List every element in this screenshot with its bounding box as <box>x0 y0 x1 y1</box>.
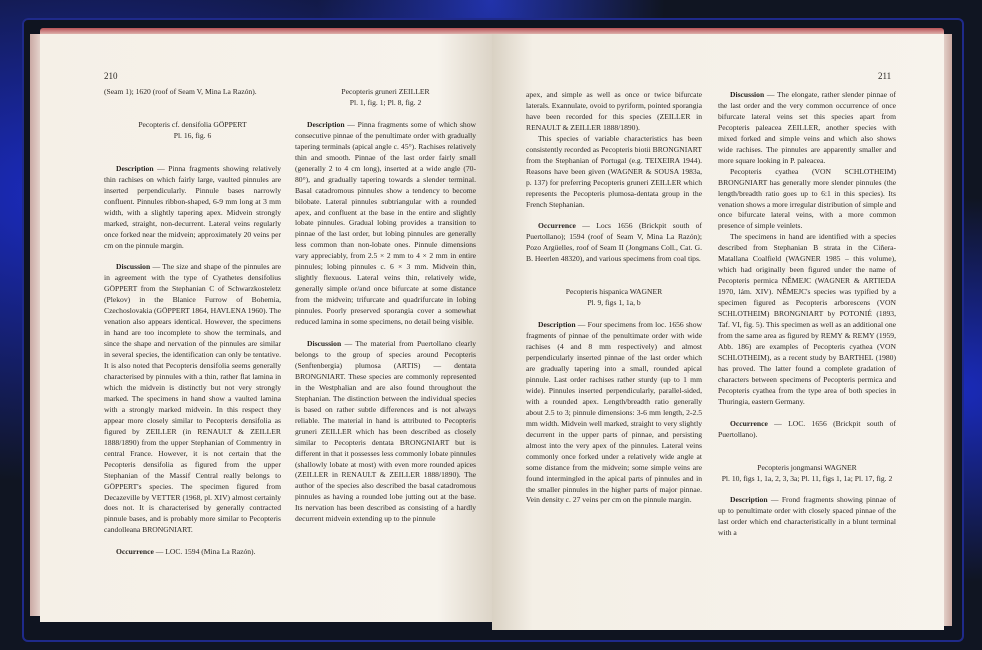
description-paragraph: Description — Frond fragments showing pinnae of up to penultimate order with closely spaced pinnae of the last order which end characteristically in a blunt terminal with a <box>718 495 896 538</box>
occurrence-paragraph: Occurrence — LOC. 1656 (Brickpit south of Puertollano). <box>718 418 896 439</box>
species-heading: Pecopteris cf. densifolia GÖPPERT <box>138 119 247 129</box>
plate-reference: Pl. 10, figs 1, 1a, 2, 3, 3a; Pl. 11, figs 1, 1a; Pl. 17, fig. 2 <box>721 473 893 483</box>
species-heading: Pecopteris hispanica WAGNER <box>565 287 663 297</box>
description-paragraph: Description — Four specimens from loc. 1656 show fragments of pinnae of the penultimate order with wide rachises (4 and 8 mm respectively) and almost perpendicularly inserted pinnae of the last order which are gradually tapering into a small, rounded apical pinnule. Last order rachises rather sturdy (up to 1 mm wide). Pinnules inserted perpendicularly, parallel-sided, with a rounded apex. Length/breadth ratio generally about 2.5 to 3; pinnule dimensions: 3-6 mm length, 2-2.5 mm width. Midvein well marked, straight to very slightly decurrent in the upper parts of pinnae, and persisting almost into the very apex of the pinnules. Lateral veins commonly once forked under a relatively wide angle at some distance from the midvein; some simple veins are found intermingled in the apical parts of pinnules and in the smaller pinnules in the higher parts of major pinnae. Vein density c. 27 veins per cm on the pinnule margin. <box>526 320 702 505</box>
plate-reference: Pl. 1, fig. 1; Pl. 8, fig. 2 <box>349 97 422 107</box>
right-page <box>492 34 944 630</box>
paragraph: The specimens in hand are identified with a species described from Stephanian B strata in the Ciñera-Matallana Coalfield (WAGNER 1985 – this volume), which had originally been figured under the name of Pecopteris permica NĚMEJC (WAGNER & ARTIEDA 1970, lám. XIV). NĚMEJC's species was typified by a specimen figured as Pecopteris arborescens (VON SCHLOTHEIM) BRONGNIART by POTONIÉ (1893, Taf. VI, fig. 5). This specimen as well as an additional one from the same area as figured by REMY & REMY (1959, Abb. 186) are examples of Pecopteris cyathea (VON SCHLOTHEIM), as a recent study by BARTHEL (1980) has proved. The latter found a complete gradation of characters between specimens of Pecopteris permica and Pecopteris cyathea from the type area of both species in Thuringia, eastern Germany. <box>718 232 896 406</box>
right-column-2 <box>718 90 896 539</box>
page-number: 211 <box>878 71 892 81</box>
paragraph: apex, and simple as well as once or twice bifurcate laterals. Exannulate, ovoid to pyriform, pointed sporangia have been recorded for this species (ZEILLER in RENAULT & ZEILLER 1888/1890). <box>526 90 702 132</box>
plate-reference: Pl. 16, fig. 6 <box>173 130 212 140</box>
left-column-1 <box>104 87 281 558</box>
right-column-1 <box>526 90 702 506</box>
page-number: 210 <box>104 71 118 81</box>
plate-reference: Pl. 9, figs 1, 1a, b <box>587 298 641 308</box>
discussion-paragraph: Discussion — The size and shape of the pinnules are in agreement with the type of Cyathetes densifolius GÖPPERT from the Stephanian C of Schwarzkosteletz (Plekov) in the Blanice Furrow of Bohemia, Czechoslovakia (GÖPPERT 1864, HAVLENA 1960). The venation also appears identical. However, the specimens in hand are too incomplete to show the terminals, and since the shape and nervation of the pinnules are similar in several species, the identification can only be tentative. It is also noted that Pecopteris densifolia seems generally characterised by pinnules with a thin, rather flat lamina in which the midvein is distinctly but not very strongly marked. The specimens in hand show a vaulted lamina with a strongly marked midvein. In this respect they appear more closely similar to Pecopteris densifolia as figured by ZEILLER (in RENAULT & ZEILLER 1888/1890) from the upper Stephanian of Commentry in central France. However, it is not certain that the Pecopteris densifolia as figured from the upper Stephanian of the Massif Central really belongs to GÖPPERT's species. The specimen figured from Decazeville by VETTER (1968, pl. XIV) almost certainly does not. It is characterised by generally contracted pinnule bases, and is probably more similar to Pecopteris candolleana BRONGNIART. <box>104 262 281 535</box>
occurrence-paragraph: Occurrence — LOC. 1594 (Mina La Razón). <box>116 547 256 557</box>
paragraph: Pecopteris cyathea (VON SCHLOTHEIM) BRONGNIART has generally more slender pinnules (the length/breadth ratio goes up to 6:1 in this species). Its venation shows a more irregular distribution of simple and once bifurcate lateral veins, with a more common presence of simple veinlets. <box>718 166 896 231</box>
left-column-2 <box>295 87 476 525</box>
species-heading: Pecopteris jongmansi WAGNER <box>757 462 857 472</box>
paragraph: (Seam 1); 1620 (roof of Seam V, Mina La Razón). <box>104 87 257 96</box>
description-paragraph: Description — Pinna fragments some of which show consecutive pinnae of the penultimate order with gradually tapering terminals (apical angle c. 45°). Rachises relatively thin and smooth. Pinnae of the last order fairly small (generally 2 to 4 cm long), inserted at a wide angle (70-80°), and gradually tapering towards a slender terminal. Basal catadromous pinnules show a tendency to become bilobate. Lateral pinnules subtriangular with a rounded apex, and confluent at the base in the entire and slightly lobate pinnules. Gradual lobing provides a transition to pinnae of the last order, but lobing pinnules are generally less common than non-lobate ones. Pinnule dimensions vary appreciably, from 2.5 × 2 mm to 4 × 2 mm in entire pinnules; lobing pinnules c. 6 × 3 mm. Midvein thin, slightly flexuous. Lateral veins thin, relatively wide, generally simple or/and once bifurcate at some distance from the midvein; trifurcate and quadrifurcate in lobing pinnules. Poorly preserved sporangia cover a somewhat reduced lamina in some specimens, no detail being visible. <box>295 119 476 327</box>
left-page <box>40 34 492 622</box>
discussion-paragraph: Discussion — The material from Puertollano clearly belongs to the group of species around Pecopteris (Senftenbergia) plumosa (ARTIS) — dentata BRONGNIART. These species are commonly represented in the Westphalian and are also found throughout the Stephanian. The distinction between the individual species is based on rather subtle differences and is not always reliable. The material in hand is attributed to Pecopteris gruneri ZEILLER which has been described as closely similar to Pecopteris dentata BRONGNIART but is different in that it possesses less commonly lobate pinnules (shallowly lobate at most) with even more rounded apices (ZEILLER in RENAULT & ZEILLER 1888/1890). The author of the species also described the basal catadromous pinnules as having a rounded lobe jutting out at the base. Its nervation has been described as consisting of a hardly decurrent midvein extending up to the pinnule <box>295 339 476 524</box>
species-heading: Pecopteris gruneri ZEILLER <box>341 87 430 96</box>
occurrence-paragraph: Occurrence — Locs 1656 (Brickpit south of Puertollano); 1594 (roof of Seam V, Mina La Razón); Pozo Argüelles, roof of Seam II (Jongmans Coll., Cat. G. B. Heerlen 48320), and various specimens from coal tips. <box>526 221 702 264</box>
description-paragraph: Description — Pinna fragments showing relatively thin rachises on which fairly large, vaulted pinnules are inserted perpendicularly. Pinnule bases narrowly confluent. Pinnules ribbon-shaped, 6-9 mm long at 3 mm width, with a slightly tapering apex. Midvein strongly marked, straight, non-decurrent. Lateral veins regularly once forked near the midvein; approximately 20 veins per cm on the pinnule margin. <box>104 163 281 250</box>
paragraph: This species of variable characteristics has been consistently recorded as Pecopteris biotii BRONGNIART from the Stephanian of Portugal (e.g. TEIXEIRA 1944). Reasons have been given (WAGNER & SOUSA 1983a, p. 137) for preferring Pecopteris gruneri ZEILLER which represents the Pecopteris plumosa-dentata group in the French Stephanian. <box>526 133 702 209</box>
discussion-paragraph: Discussion — The elongate, rather slender pinnae of the last order and the very common occurrence of once bifurcate lateral veins set this species apart from Pecopteris paleacea ZEILLER, another species with mixed forked and simple veins and which also shows wide rachises. The pinnules are apparently smaller and more square looking in P. paleacea. <box>718 90 896 165</box>
